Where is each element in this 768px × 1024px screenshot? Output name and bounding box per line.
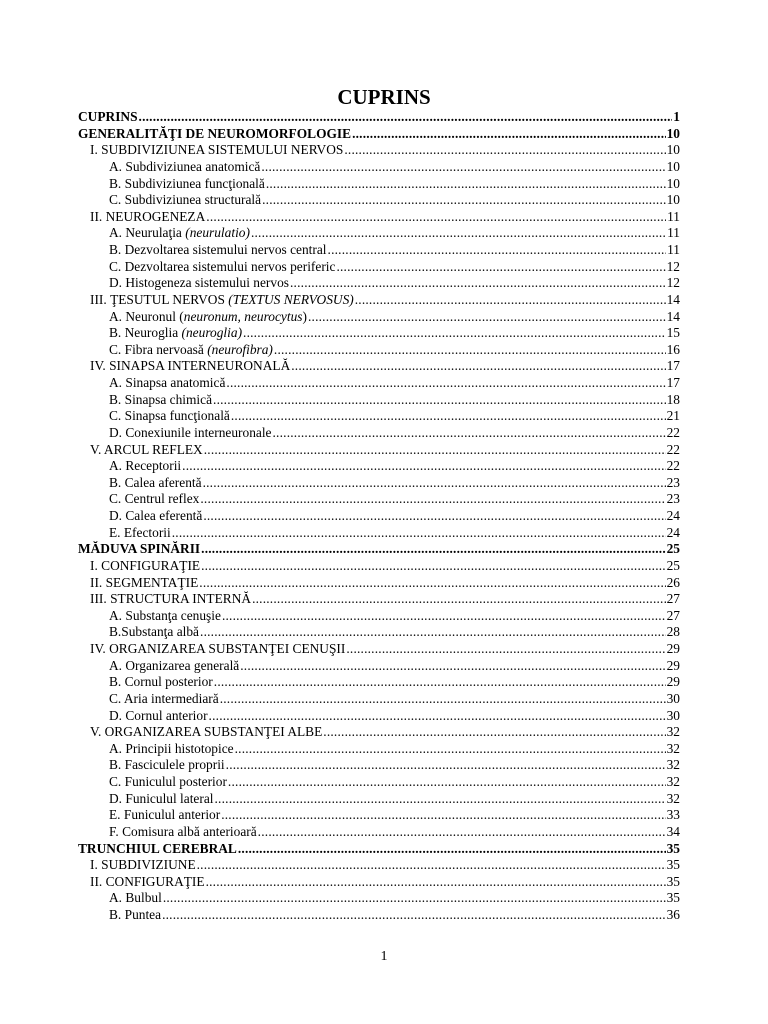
- dot-leader: [213, 392, 666, 409]
- toc-entry-page: 16: [666, 341, 680, 357]
- toc-entry[interactable]: [78, 392, 680, 409]
- toc-entry[interactable]: [78, 242, 680, 259]
- toc-entry-text: TRUNCHIUL CEREBRAL: [78, 840, 237, 856]
- toc-entry[interactable]: [78, 475, 680, 492]
- toc-entry-page: 10: [666, 125, 680, 141]
- toc-entry[interactable]: [78, 658, 680, 675]
- toc-entry-text: D. Cornul anterior: [109, 707, 208, 723]
- dot-leader: [203, 508, 665, 525]
- toc-entry-label: [90, 558, 200, 575]
- toc-entry-text: V. ARCUL REFLEX: [90, 441, 203, 457]
- toc-entry-label: [90, 641, 345, 658]
- toc-entry[interactable]: [78, 824, 680, 841]
- toc-entry-text: V. ORGANIZAREA SUBSTANŢEI ALBE: [90, 724, 323, 740]
- toc-entry-label: [109, 525, 171, 542]
- toc-entry-latin-term: (neuroglia): [181, 325, 243, 341]
- toc-entry-page: 10: [666, 175, 680, 191]
- toc-entry-page: 1: [673, 109, 680, 124]
- toc-entry-page: 24: [666, 524, 680, 540]
- toc-entry-page: 27: [666, 591, 680, 607]
- toc-entry-text: D. Funiculul lateral: [109, 790, 214, 806]
- dot-leader: [222, 608, 666, 625]
- toc-entry-label: [109, 624, 199, 641]
- toc-entry-text: B. Sinapsa chimică: [109, 391, 213, 407]
- toc-entry[interactable]: [78, 608, 680, 625]
- toc-entry-page: 26: [666, 574, 680, 590]
- dot-leader: [209, 708, 666, 725]
- toc-entry[interactable]: [78, 807, 680, 824]
- dot-leader: [235, 741, 666, 758]
- toc-entry-page: 12: [666, 258, 680, 274]
- dot-leader: [290, 275, 666, 292]
- toc-entry-label: [109, 375, 225, 392]
- toc-entry-page: 32: [666, 724, 680, 740]
- toc-entry-label: [109, 674, 213, 691]
- toc-entry-text: A. Receptorii: [109, 458, 182, 474]
- toc-entry-label: [90, 857, 196, 874]
- toc-entry-label: [109, 275, 289, 292]
- toc-entry-label: [109, 508, 202, 525]
- toc-entry-label: [109, 708, 208, 725]
- toc-entry-page: 11: [667, 225, 680, 241]
- dot-leader: [352, 126, 666, 143]
- toc-entry[interactable]: [78, 558, 680, 575]
- toc-entry-page: 21: [666, 408, 680, 424]
- toc-entry[interactable]: [78, 724, 680, 741]
- dot-leader: [215, 791, 666, 808]
- toc-entry-page: 27: [666, 607, 680, 623]
- toc-entry-text: B. Neuroglia: [109, 325, 182, 341]
- toc-entry[interactable]: [78, 442, 680, 459]
- toc-entry[interactable]: [78, 857, 680, 874]
- toc-entry[interactable]: [78, 791, 680, 808]
- toc-entry-text: A. Neuronul (: [109, 308, 184, 324]
- dot-leader: [163, 890, 666, 907]
- toc-entry-text: B. Dezvoltarea sistemului nervos central: [109, 242, 327, 257]
- toc-entry-text: C. Aria intermediară: [109, 690, 219, 706]
- toc-entry-text: IV. SINAPSA INTERNEURONALĂ: [90, 358, 291, 374]
- toc-entry-page: 35: [666, 890, 680, 906]
- toc-entry-page: 23: [666, 474, 680, 490]
- toc-entry[interactable]: [78, 109, 680, 126]
- toc-entry-label: [109, 392, 212, 409]
- toc-entry[interactable]: [78, 425, 680, 442]
- toc-entry[interactable]: [78, 176, 680, 193]
- toc-entry-label: [109, 259, 335, 276]
- toc-entry-page: 12: [666, 275, 680, 291]
- toc-entry-page: 17: [666, 375, 680, 390]
- toc-entry-label: [109, 824, 257, 841]
- toc-entry[interactable]: [78, 275, 680, 292]
- toc-entry-page: 14: [666, 308, 680, 324]
- toc-entry-label: [90, 724, 322, 741]
- toc-entry-text: II. NEUROGENEZA: [90, 208, 206, 224]
- toc-entry-text: F. Comisura albă anterioară: [109, 823, 257, 839]
- dot-leader: [206, 874, 666, 891]
- toc-entry-text: C. Dezvoltarea sistemului nervos periferic: [109, 258, 336, 274]
- toc-entry-text: C. Funiculul posterior: [109, 774, 227, 789]
- dot-leader: [344, 142, 665, 159]
- toc-entry-text: III. STRUCTURA INTERNĂ: [90, 591, 252, 607]
- dot-leader: [291, 358, 665, 375]
- toc-entry-page: 10: [666, 158, 680, 174]
- toc-entry-latin-term: (neurofibra): [207, 341, 273, 357]
- toc-entry-text: III. ŢESUTUL NERVOS: [90, 291, 229, 307]
- toc-entry[interactable]: [78, 458, 680, 475]
- toc-entry-text: C. Fibra nervoasă: [109, 341, 208, 357]
- toc-entry-label: [109, 807, 220, 824]
- toc-entry-page: 35: [666, 857, 680, 873]
- dot-leader: [228, 774, 666, 791]
- dot-leader: [346, 641, 665, 658]
- toc-entry[interactable]: [78, 491, 680, 508]
- dot-leader: [274, 342, 666, 359]
- toc-entry-page: 30: [666, 707, 680, 723]
- toc-entry-page: 25: [666, 557, 680, 573]
- toc-entry[interactable]: [78, 508, 680, 525]
- dot-leader: [273, 425, 666, 442]
- toc-entry-page: 10: [666, 192, 680, 208]
- toc-entry-label: [109, 408, 230, 425]
- toc-entry[interactable]: [78, 907, 680, 924]
- toc-entry-text: A. Neurulaţia: [109, 225, 186, 241]
- toc-entry-label: [109, 774, 227, 791]
- toc-entry-label: [109, 608, 221, 625]
- toc-entry-label: [109, 658, 239, 675]
- toc-entry-latin-term: (TEXTUS NERVOSUS): [228, 291, 354, 307]
- dot-leader: [214, 674, 666, 691]
- dot-leader: [200, 624, 666, 641]
- toc-entry-suffix: ): [302, 308, 307, 324]
- toc-entry-label: [90, 358, 290, 375]
- toc-entry-page: 32: [666, 740, 680, 756]
- toc-entry-page: 29: [666, 674, 680, 690]
- toc-entry-page: 29: [666, 657, 680, 673]
- toc-entry[interactable]: [78, 142, 680, 159]
- dot-leader: [355, 292, 666, 309]
- dot-leader: [231, 408, 666, 425]
- toc-entry-page: 33: [666, 807, 680, 823]
- toc-entry-text: D. Conexiunile interneuronale: [109, 424, 272, 440]
- toc-entry-label: [90, 575, 198, 592]
- toc-entry-text: A. Organizarea generală: [109, 657, 240, 673]
- toc-entry[interactable]: [78, 408, 680, 425]
- toc-entry-text: B. Calea aferentă: [109, 474, 202, 490]
- toc-entry-label: [109, 225, 250, 242]
- toc-entry-text: B. Cornul posterior: [109, 674, 213, 690]
- dot-leader: [240, 658, 665, 675]
- toc-entry-page: 32: [666, 774, 680, 789]
- toc-entry-label: [90, 591, 251, 608]
- dot-leader: [262, 192, 666, 209]
- toc-entry-text: A. Principii histotopice: [109, 740, 234, 756]
- toc-entry-text: A. Bulbul: [109, 890, 162, 906]
- dot-leader: [201, 541, 665, 558]
- toc-entry[interactable]: [78, 591, 680, 608]
- toc-entry-label: [78, 841, 237, 858]
- toc-entry-label: [109, 475, 202, 492]
- toc-entry-label: [109, 309, 307, 326]
- toc-entry-text: MĂDUVA SPINĂRII: [78, 541, 201, 557]
- toc-entry-page: 24: [666, 508, 680, 523]
- toc-entry-label: [78, 109, 138, 126]
- toc-entry[interactable]: [78, 225, 680, 242]
- table-of-contents: [78, 109, 680, 924]
- dot-leader: [261, 159, 665, 176]
- toc-entry-label: [109, 425, 272, 442]
- toc-entry-text: I. CONFIGURAŢIE: [90, 557, 201, 573]
- toc-entry[interactable]: [78, 292, 680, 309]
- toc-entry-label: [78, 541, 200, 558]
- toc-entry[interactable]: [78, 192, 680, 209]
- dot-leader: [238, 841, 666, 858]
- dot-leader: [206, 209, 666, 226]
- dot-leader: [243, 325, 666, 342]
- toc-entry-page: 22: [666, 424, 680, 440]
- dot-leader: [226, 757, 666, 774]
- toc-entry-text: C. Subdiviziunea structurală: [109, 192, 262, 208]
- toc-entry-text: C. Sinapsa funcţională: [109, 408, 230, 424]
- toc-entry-page: 11: [667, 208, 680, 224]
- dot-leader: [199, 575, 665, 592]
- toc-entry-label: [109, 890, 162, 907]
- toc-entry-label: [109, 741, 234, 758]
- toc-entry-label: [109, 491, 199, 508]
- page-title: CUPRINS: [337, 85, 431, 109]
- toc-entry-text: E. Efectorii: [109, 524, 171, 540]
- toc-entry-text: I. SUBDIVIZIUNE: [90, 857, 196, 873]
- toc-entry[interactable]: [78, 541, 680, 558]
- toc-entry-label: [78, 126, 351, 143]
- toc-entry-text: A. Sinapsa anatomică: [109, 375, 226, 390]
- toc-entry-page: 25: [666, 541, 680, 557]
- toc-entry[interactable]: [78, 741, 680, 758]
- dot-leader: [162, 907, 666, 924]
- toc-entry-label: [90, 442, 203, 459]
- toc-entry-text: B. Subdiviziunea funcţională: [109, 175, 265, 191]
- dot-leader: [204, 442, 666, 459]
- toc-entry[interactable]: [78, 259, 680, 276]
- toc-entry-latin-term: (neurulatio): [185, 225, 250, 241]
- toc-entry[interactable]: [78, 890, 680, 907]
- toc-entry-page: 36: [666, 907, 680, 922]
- toc-entry-label: [90, 142, 343, 159]
- toc-entry-page: 22: [666, 458, 680, 474]
- toc-entry-text: II. CONFIGURAŢIE: [90, 873, 205, 889]
- toc-entry-text: II. SEGMENTAŢIE: [90, 574, 199, 590]
- dot-leader: [258, 824, 666, 841]
- dot-leader: [336, 259, 665, 276]
- toc-entry-label: [109, 242, 327, 259]
- dot-leader: [266, 176, 666, 193]
- toc-entry[interactable]: [78, 757, 680, 774]
- toc-entry[interactable]: [78, 209, 680, 226]
- toc-entry-label: [109, 907, 161, 924]
- dot-leader: [220, 691, 666, 708]
- toc-entry-text: A. Substanţa cenuşie: [109, 607, 221, 623]
- toc-entry[interactable]: [78, 309, 680, 326]
- toc-entry-label: [109, 757, 225, 774]
- dot-leader: [328, 242, 667, 259]
- dot-leader: [172, 525, 666, 542]
- dot-leader: [200, 491, 665, 508]
- toc-entry-label: [109, 791, 214, 808]
- dot-leader: [251, 225, 666, 242]
- toc-entry-text: I. SUBDIVIZIUNEA SISTEMULUI NERVOS: [90, 142, 344, 158]
- toc-entry[interactable]: [78, 159, 680, 176]
- toc-entry[interactable]: [78, 624, 680, 641]
- toc-entry-text: A. Subdiviziunea anatomică: [109, 158, 261, 174]
- toc-entry-label: [109, 691, 219, 708]
- toc-entry-label: [90, 209, 205, 226]
- dot-leader: [221, 807, 665, 824]
- toc-entry[interactable]: [78, 674, 680, 691]
- toc-entry-page: 35: [666, 873, 680, 889]
- toc-entry[interactable]: [78, 358, 680, 375]
- toc-entry-text: D. Histogeneza sistemului nervos: [109, 275, 289, 291]
- toc-entry-label: [109, 192, 261, 209]
- toc-entry-label: [109, 325, 242, 342]
- toc-entry[interactable]: [78, 325, 680, 342]
- toc-entry[interactable]: [78, 641, 680, 658]
- toc-entry[interactable]: [78, 575, 680, 592]
- toc-entry-page: 10: [666, 142, 680, 158]
- toc-entry-text: GENERALITĂŢI DE NEUROMORFOLOGIE: [78, 125, 352, 141]
- dot-leader: [197, 857, 666, 874]
- toc-entry[interactable]: [78, 841, 680, 858]
- toc-entry[interactable]: [78, 708, 680, 725]
- dot-leader: [226, 375, 665, 392]
- toc-entry-text: C. Centrul reflex: [109, 491, 200, 507]
- toc-entry-page: 32: [666, 790, 680, 806]
- toc-entry-text: D. Calea eferentă: [109, 508, 203, 523]
- toc-entry-page: 29: [666, 641, 680, 656]
- dot-leader: [323, 724, 665, 741]
- dot-leader: [182, 458, 665, 475]
- toc-entry-page: 14: [666, 291, 680, 307]
- dot-leader: [252, 591, 666, 608]
- toc-entry-page: 23: [666, 491, 680, 507]
- toc-entry-label: [109, 458, 181, 475]
- toc-entry-page: 32: [666, 757, 680, 773]
- toc-entry[interactable]: [78, 774, 680, 791]
- toc-entry-page: 30: [666, 690, 680, 706]
- toc-entry-label: [109, 342, 273, 359]
- toc-entry-page: 17: [666, 358, 680, 374]
- toc-entry-page: 28: [666, 624, 680, 640]
- page-number: 1: [380, 949, 388, 964]
- toc-entry-text: CUPRINS: [78, 109, 138, 124]
- toc-entry-page: 11: [667, 242, 680, 257]
- toc-entry-page: 15: [666, 325, 680, 341]
- toc-entry-text: B. Fasciculele proprii: [109, 757, 225, 773]
- toc-entry-page: 22: [666, 441, 680, 457]
- toc-entry[interactable]: [78, 126, 680, 143]
- toc-entry[interactable]: [78, 342, 680, 359]
- toc-entry-text: E. Funiculul anterior: [109, 807, 221, 823]
- toc-entry-label: [109, 176, 265, 193]
- toc-entry[interactable]: [78, 691, 680, 708]
- toc-entry-latin-term: neuronum, neurocytus: [183, 308, 303, 324]
- toc-entry-label: [90, 874, 205, 891]
- toc-entry[interactable]: [78, 525, 680, 542]
- dot-leader: [139, 109, 673, 126]
- toc-entry-page: 18: [666, 391, 680, 407]
- dot-leader: [201, 558, 666, 575]
- toc-entry-page: 34: [666, 823, 680, 839]
- toc-entry[interactable]: [78, 375, 680, 392]
- dot-leader: [203, 475, 666, 492]
- toc-entry-page: 35: [666, 840, 680, 856]
- toc-entry-text: IV. ORGANIZAREA SUBSTANŢEI CENUŞII: [90, 641, 346, 656]
- toc-entry-label: [109, 159, 260, 176]
- toc-entry[interactable]: [78, 874, 680, 891]
- toc-entry-label: [90, 292, 354, 309]
- toc-entry-text: B. Puntea: [109, 907, 162, 922]
- toc-entry-text: B.Substanţa albă: [109, 624, 200, 640]
- dot-leader: [308, 309, 666, 326]
